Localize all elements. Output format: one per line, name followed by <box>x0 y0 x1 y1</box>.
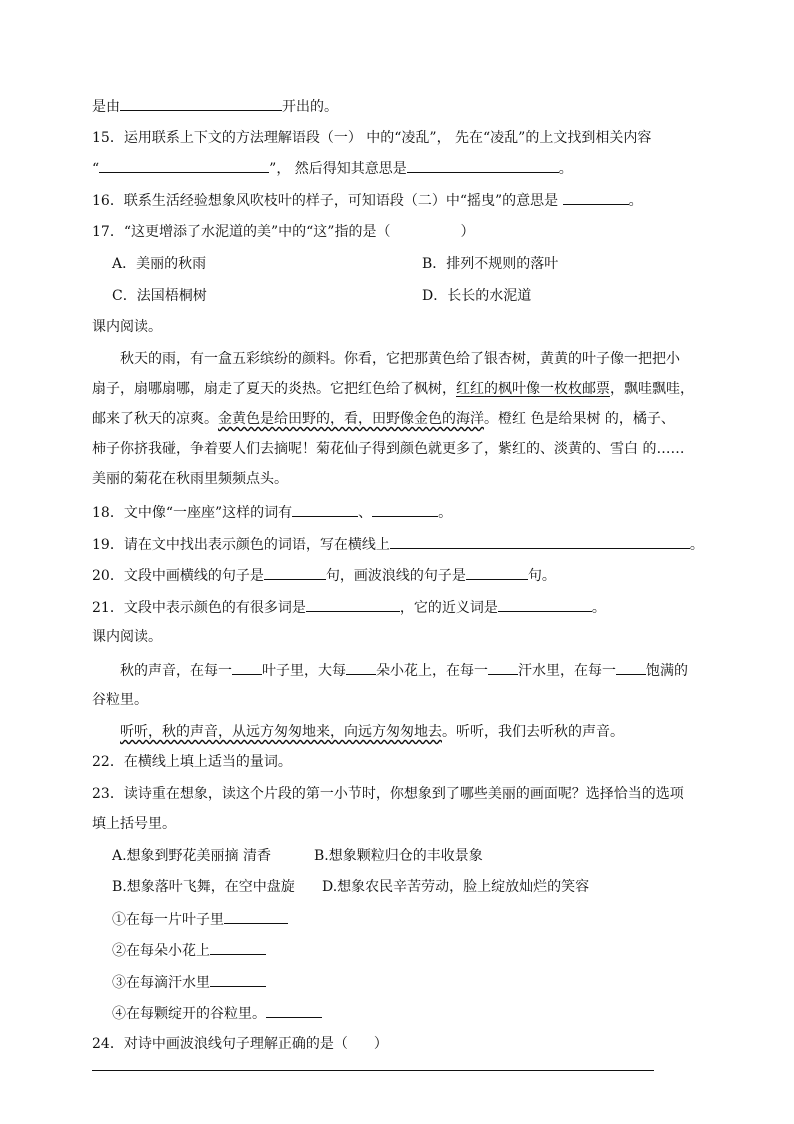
question-23: 23．读诗重在想象，读这个片段的第一小节时，你想象到了哪些美丽的画面呢？选择恰当的选项 <box>92 786 684 802</box>
answer-blank[interactable] <box>99 158 269 173</box>
wavy-underlined-sentence: 听听，秋的声音，从远方匆匆地来，向远方匆匆地去 <box>120 724 442 740</box>
q14-tail: 是由 开出的。 <box>92 96 338 117</box>
question-15-line2: “ ”， 然后得知其意思是 。 <box>92 158 573 179</box>
passage-1-line5: 美丽的菊花在秋雨里频频点头。 <box>92 471 288 487</box>
answer-blank[interactable] <box>292 502 358 517</box>
passage-1-line1: 秋天的雨，有一盒五彩缤纷的颜料。你看，它把那黄色给了银杏树，黄黄的叶子像一把把小 <box>120 351 680 367</box>
question-23-line2: 填上括号里。 <box>92 816 176 832</box>
q23-item-1: ①在每一片叶子里 <box>112 909 288 930</box>
passage-1-line4: 柿子你挤我碰，争着要人们去摘呢！菊花仙子得到颜色就更多了，紫红的、淡黄的、雪白 的…… <box>92 441 685 457</box>
question-20: 20．文段中画横线的句子是 句，画波浪线的句子是 句。 <box>92 565 556 586</box>
q17-option-d[interactable]: D．长长的水泥道 <box>422 288 532 304</box>
answer-blank[interactable] <box>210 972 266 987</box>
question-17: 17．“这更增添了水泥道的美”中的“这”指的是（ ） <box>92 224 475 240</box>
answer-blank[interactable] <box>306 597 400 612</box>
q23-item-3: ③在每滴汗水里 <box>112 972 266 993</box>
answer-blank[interactable] <box>264 565 326 580</box>
wavy-underlined-sentence: 金黄色是给田野的，看，田野像金色的海洋 <box>218 411 484 427</box>
answer-blank[interactable] <box>346 660 376 675</box>
reading-label-1: 课内阅读。 <box>92 319 162 335</box>
answer-line[interactable] <box>92 1070 654 1071</box>
passage-2-line1: 秋的声音，在每一 叶子里，大每 朵小花上，在每一 汗水里，在每一 饱满的 <box>92 660 688 681</box>
answer-blank[interactable] <box>232 660 262 675</box>
passage-2-line2: 谷粒里。 <box>92 692 148 708</box>
q17-option-b[interactable]: B．排列不规则的落叶 <box>422 256 559 272</box>
passage-1-line2: 扇子，扇哪扇哪，扇走了夏天的炎热。它把红色给了枫树，红红的枫叶像一枚枚邮票，飘哇飘哇， <box>92 381 694 397</box>
question-19: 19．请在文中找出表示颜色的词语，写在横线上 。 <box>92 534 704 555</box>
question-21: 21．文段中表示颜色的有很多词是 ，它的近义词是 。 <box>92 597 606 618</box>
q23-option-b[interactable]: B.想象颗粒归仓的丰收景象 <box>314 848 483 864</box>
q23-item-2: ②在每朵小花上 <box>112 940 266 961</box>
answer-blank[interactable] <box>488 660 518 675</box>
question-24: 24．对诗中画波浪线句子理解正确的是（ ） <box>92 1036 388 1052</box>
answer-blank[interactable] <box>498 597 592 612</box>
question-22: 22．在横线上填上适当的量词。 <box>92 754 292 770</box>
answer-blank[interactable] <box>266 1003 322 1018</box>
answer-blank[interactable] <box>563 190 629 205</box>
reading-label-2: 课内阅读。 <box>92 629 162 645</box>
q23-item-4: ④在每颗绽开的谷粒里。 <box>112 1003 322 1024</box>
q17-option-c[interactable]: C．法国梧桐树 <box>112 288 207 304</box>
answer-blank[interactable] <box>390 534 690 549</box>
answer-blank[interactable] <box>466 565 528 580</box>
answer-blank[interactable] <box>120 96 282 111</box>
q23-option-d[interactable]: D.想象农民辛苦劳动，脸上绽放灿烂的笑容 <box>322 879 590 895</box>
answer-blank[interactable] <box>616 660 646 675</box>
q17-option-a[interactable]: A．美丽的秋雨 <box>112 256 207 272</box>
q23-option-a[interactable]: A.想象到野花美丽摘 清香 <box>112 848 272 864</box>
passage-2-line3: 听听，秋的声音，从远方匆匆地来，向远方匆匆地去。听听，我们去听秋的声音。 <box>120 724 624 740</box>
answer-blank[interactable] <box>224 909 288 924</box>
answer-blank[interactable] <box>372 502 438 517</box>
answer-blank[interactable] <box>407 158 559 173</box>
passage-1-line3: 邮来了秋天的凉爽。金黄色是给田野的，看，田野像金色的海洋。橙红 色是给果树 的，橘子、 <box>92 411 675 427</box>
q23-option-b-second[interactable]: B.想象落叶飞舞，在空中盘旋 <box>112 879 295 895</box>
question-16: 16．联系生活经验想象风吹枝叶的样子，可知语段（二）中“摇曳”的意思是 。 <box>92 190 643 211</box>
question-18: 18．文中像“一座座”这样的词有 、 。 <box>92 502 452 523</box>
answer-blank[interactable] <box>210 940 266 955</box>
question-15: 15．运用联系上下文的方法理解语段（一） 中的“凌乱”， 先在“凌乱”的上文找到相关内容 <box>92 130 652 146</box>
underlined-sentence: 红红的枫叶像一枚枚邮票 <box>456 381 610 397</box>
